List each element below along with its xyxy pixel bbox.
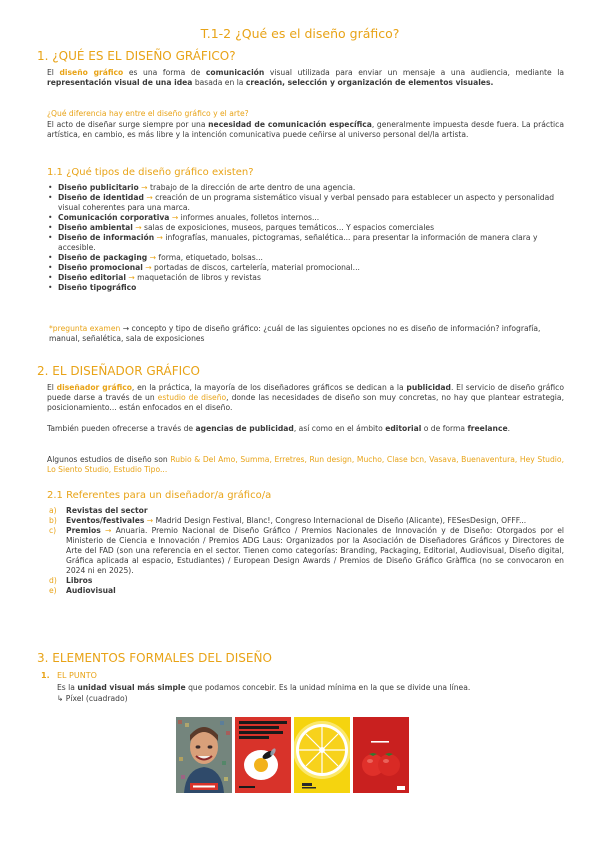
s2-studios-paragraph: Algunos estudios de diseño son Rubio & Del Amo, Summa, Erretres, Run design, Mucho, Clase bcn, Vasava, Buenaventura, Hey Studio, Lo Siento Studio, Estudio Tipo... bbox=[47, 455, 564, 475]
poster-mosaic-portrait-image bbox=[176, 717, 232, 793]
subsection-1-1-heading: 1.1 ¿Qué tipos de diseño gráfico existen? bbox=[47, 167, 254, 178]
document-title: T.1-2 ¿Qué es el diseño gráfico? bbox=[200, 26, 400, 41]
studios-list: Rubio & Del Amo, Summa, Erretres, Run design, Mucho, Clase bcn, Vasava, Buenaventura, Hey Studio, Lo Siento Studio, Estudio Tipo... bbox=[47, 455, 564, 475]
list-item: • Diseño ambiental → salas de exposiciones, museos, parques temáticos... Y espacios comerciales bbox=[47, 223, 567, 233]
list-item: c) Premios → Anuaria. Premio Nacional de Diseño Gráfico / Premios Nacionales de Innovación y de Diseño: Otorgados por el Ministerio de Ciencia e Innovación / Premios ADG Laus: Organizados por la Asociación de Diseñadores Gráficos y Directores de Arte del FAD (son una referencia en el sector. Tienen como categorías: Branding, Packaging, Editorial, Audiovisual, Diseño digital, Gráfica aplicada al espacio, Estudiantes) / European Design Awards / Premios de Diseño Gráfico Gràffica (no se convocaron en 2024 ni en 2025). bbox=[49, 526, 564, 576]
design-types-list bbox=[47, 183, 567, 293]
list-item: e) Audiovisual bbox=[49, 586, 116, 596]
term-diseno-grafico: diseño gráfico bbox=[59, 68, 124, 77]
list-item: a) Revistas del sector bbox=[49, 506, 148, 515]
list-item: • Comunicación corporativa → informes anuales, folletos internos... bbox=[47, 213, 567, 223]
item-number: 1. bbox=[41, 671, 50, 680]
s1-definition-paragraph: El diseño gráfico es una forma de comunicación visual utilizada para enviar un mensaje a una audiencia, mediante la representación visual de una idea basada en la creación, selección y organización de elementos visuales. bbox=[47, 68, 564, 88]
list-item: • Diseño promocional → portadas de discos, cartelería, material promocional... bbox=[47, 263, 567, 273]
section-1-heading: 1. ¿QUÉ ES EL DISEÑO GRÁFICO? bbox=[37, 49, 236, 63]
s2-designer-paragraph: El diseñador gráfico, en la práctica, la mayoría de los diseñadores gráficos se dedican a la publicidad. El servicio de diseño gráfico puede darse a través de un estudio de diseño, donde las necesidades de diseño son muy concretas, no hay que plantear estrategia, posicionamiento... están enfocados en el diseño. bbox=[47, 383, 565, 413]
list-item: • Diseño tipográfico bbox=[47, 283, 567, 293]
s1-question: ¿Qué diferencia hay entre el diseño gráfico y el arte? bbox=[47, 109, 249, 118]
section-3-heading: 3. ELEMENTOS FORMALES DEL DISEÑO bbox=[37, 651, 272, 665]
list-item: • Diseño editorial → maquetación de libros y revistas bbox=[47, 273, 567, 283]
pixel-note: ↳ Píxel (cuadrado) bbox=[57, 694, 128, 703]
referents-list bbox=[47, 506, 564, 596]
term-estudio-de-diseno: estudio de diseño bbox=[157, 393, 227, 403]
list-item: • Diseño de identidad → creación de un programa sistemático visual y verbal pensado para establecer un aspecto y personalidad visual coherentes para una marca. bbox=[47, 193, 567, 213]
poster-fly-egg-image bbox=[235, 717, 291, 793]
exam-note: *pregunta examen → concepto y tipo de diseño gráfico: ¿cuál de las siguientes opciones no es diseño de información? infografía, manual, señalética, sala de exposiciones bbox=[49, 324, 541, 344]
list-item: b) Eventos/festivales → Madrid Design Festival, Blanc!, Congreso Internacional de Diseño (Alicante), FESesDesign, OFFF... bbox=[49, 516, 527, 526]
list-item: • Diseño publicitario → trabajo de la dirección de arte dentro de una agencia. bbox=[47, 183, 567, 193]
s2-agencies-paragraph: También pueden ofrecerse a través de agencias de publicidad, así como en el ámbito editorial o de forma freelance. bbox=[47, 424, 511, 433]
term-disenador-grafico: diseñador gráfico bbox=[56, 383, 132, 392]
el-punto-paragraph: Es la unidad visual más simple que podamos concebir. Es la unidad mínima en la que se divide una línea. bbox=[57, 683, 471, 692]
section-2-heading: 2. EL DISEÑADOR GRÁFICO bbox=[37, 364, 200, 378]
list-item: d) Libros bbox=[49, 576, 93, 586]
list-item: • Diseño de packaging → forma, etiquetado, bolsas... bbox=[47, 253, 567, 263]
subsection-2-1-heading: 2.1 Referentes para un diseñador/a gráfico/a bbox=[47, 490, 272, 501]
poster-tomatoes-image bbox=[353, 717, 409, 793]
s1-art-paragraph: El acto de diseñar surge siempre por una necesidad de comunicación específica, generalmente impuesta desde fuera. La práctica artística, en cambio, es más libre y la intención comunicativa puede ceñirse al universo personal del/la artista. bbox=[47, 120, 564, 140]
item-title-el-punto: EL PUNTO bbox=[57, 671, 97, 680]
poster-lemon-slice-image bbox=[294, 717, 350, 793]
list-item: • Diseño de información → infografías, manuales, pictogramas, señalética... para presentar la información de manera clara y accesible. bbox=[47, 233, 567, 253]
